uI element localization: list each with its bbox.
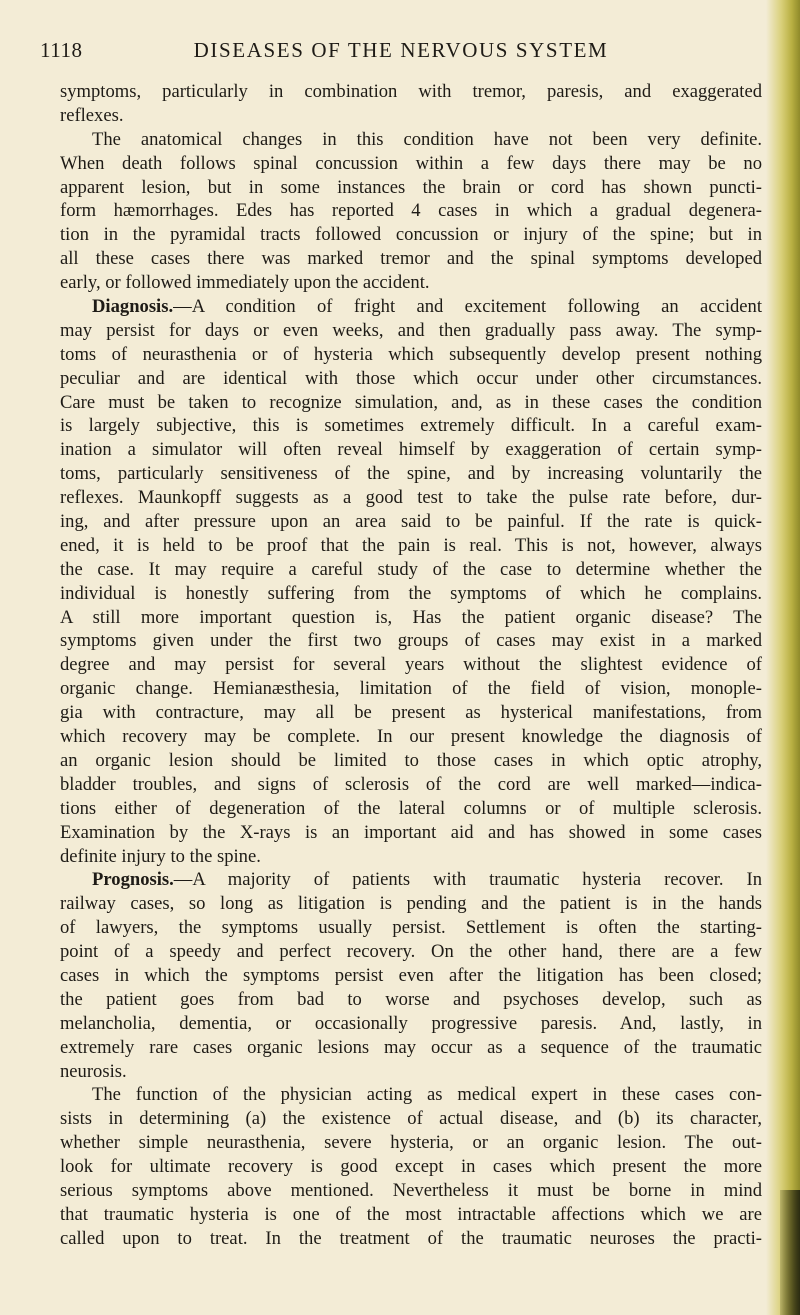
line-text: A still more important question is, Has the patient organic disease? The xyxy=(60,606,762,628)
line-text: Examination by the X-rays is an important aid and has showed in some cases xyxy=(60,821,762,843)
line-text: reflexes. Maunkopff suggests as a good test to take the pulse rate before, dur- xyxy=(60,487,762,509)
text-line xyxy=(60,701,762,725)
line-text: point of a speedy and perfect recovery. On the other hand, there are a few xyxy=(60,941,762,963)
line-text: apparent lesion, but in some instances the brain or cord has shown puncti- xyxy=(60,176,762,198)
text-line xyxy=(60,510,762,534)
line-text: toms of neurasthenia or of hysteria which subsequently develop present nothing xyxy=(60,343,762,365)
text-line xyxy=(60,606,762,630)
text-line xyxy=(60,176,762,200)
line-text: melancholia, dementia, or occasionally progressive paresis. And, lastly, in xyxy=(60,1012,762,1034)
line-text: tion in the pyramidal tracts followed concussion or injury of the spine; but in xyxy=(60,224,762,246)
line-text: The anatomical changes in this condition have not been very definite. xyxy=(92,128,762,150)
text-line xyxy=(60,558,762,582)
section-heading: Diagnosis. xyxy=(92,296,174,318)
text-line xyxy=(60,534,762,558)
text-line xyxy=(60,629,762,653)
text-line xyxy=(60,152,762,176)
line-text: form hæmorrhages. Edes has reported 4 cases in which a gradual degenera- xyxy=(60,200,762,222)
text-line xyxy=(60,1203,762,1227)
body-text xyxy=(60,80,762,1251)
text-line xyxy=(60,1083,762,1107)
text-line xyxy=(60,247,762,271)
line-text: toms, particularly sensitiveness of the spine, and by increasing voluntarily the xyxy=(60,463,762,485)
page-header xyxy=(40,38,762,68)
text-line xyxy=(60,1012,762,1036)
line-text: an organic lesion should be limited to those cases in which optic atrophy, xyxy=(60,749,762,771)
line-text: ened, it is held to be proof that the pain is real. This is not, however, always xyxy=(60,534,762,556)
line-text: bladder troubles, and signs of sclerosis of the cord are well marked—indica- xyxy=(60,773,762,795)
line-text: tions either of degeneration of the lateral columns or of multiple sclerosis. xyxy=(60,797,762,819)
text-line xyxy=(60,1227,762,1251)
text-line xyxy=(60,868,762,892)
line-text: Care must be taken to recognize simulation, and, as in these cases the condition xyxy=(60,391,762,413)
line-text: —A condition of fright and excitement following an accident xyxy=(173,296,762,318)
text-line xyxy=(60,1036,762,1060)
line-text: symptoms, particularly in combination with tremor, paresis, and exaggerated xyxy=(60,81,762,102)
line-text: early, or followed immediately upon the accident. xyxy=(60,272,430,294)
text-line xyxy=(60,438,762,462)
text-line xyxy=(60,319,762,343)
line-text: the patient goes from bad to worse and psychoses develop, such as xyxy=(60,988,762,1010)
line-text: which recovery may be complete. In our present knowledge the diagnosis of xyxy=(60,726,762,748)
text-line xyxy=(60,845,762,869)
text-line xyxy=(60,725,762,749)
line-text: degree and may persist for several years without the slightest evidence of xyxy=(60,654,762,676)
text-line xyxy=(60,653,762,677)
line-text: the case. It may require a careful study of the case to determine whether the xyxy=(60,558,762,580)
text-line xyxy=(60,773,762,797)
text-line xyxy=(60,892,762,916)
line-text: called upon to treat. In the treatment of the traumatic neuroses the practi- xyxy=(60,1227,762,1249)
line-text: gia with contracture, may all be present as hysterical manifestations, from xyxy=(60,702,762,724)
text-line xyxy=(60,749,762,773)
text-line xyxy=(60,988,762,1012)
line-text: may persist for days or even weeks, and then gradually pass away. The symp- xyxy=(60,319,762,341)
line-text: ing, and after pressure upon an area said to be painful. If the rate is quick- xyxy=(60,511,762,533)
line-text: reflexes. xyxy=(60,104,124,126)
running-head: DISEASES OF THE NERVOUS SYSTEM xyxy=(193,38,609,62)
text-line xyxy=(60,295,762,319)
line-text: organic change. Hemianæsthesia, limitation of the field of vision, monople- xyxy=(60,678,762,700)
text-line xyxy=(60,199,762,223)
line-text: railway cases, so long as litigation is pending and the patient is in the hands xyxy=(60,893,762,915)
page-number: 1118 xyxy=(40,38,83,62)
text-line xyxy=(60,104,762,128)
text-line xyxy=(60,1060,762,1084)
line-text: sists in determining (a) the existence of actual disease, and (b) its character, xyxy=(60,1108,762,1130)
text-line xyxy=(60,1107,762,1131)
line-text: extremely rare cases organic lesions may occur as a sequence of the traumatic xyxy=(60,1036,762,1058)
text-line xyxy=(60,414,762,438)
line-text: The function of the physician acting as medical expert in these cases con- xyxy=(92,1084,762,1106)
text-line xyxy=(60,964,762,988)
line-text: symptoms given under the first two groups of cases may exist in a marked xyxy=(60,630,762,652)
text-line xyxy=(60,391,762,415)
line-text: all these cases there was marked tremor and the spinal symptoms developed xyxy=(60,248,762,270)
section-heading: Prognosis. xyxy=(92,869,174,891)
text-line xyxy=(60,1179,762,1203)
text-line xyxy=(60,462,762,486)
text-line xyxy=(60,1155,762,1179)
text-line xyxy=(60,940,762,964)
line-text: look for ultimate recovery is good except in cases which present the more xyxy=(60,1156,762,1178)
text-line xyxy=(60,80,762,104)
text-line xyxy=(60,677,762,701)
line-text: When death follows spinal concussion within a few days there may be no xyxy=(60,152,762,174)
page-corner-shadow xyxy=(780,1190,800,1315)
text-line xyxy=(60,916,762,940)
line-text: individual is honestly suffering from the symptoms of which he complains. xyxy=(60,582,762,604)
text-line xyxy=(60,1131,762,1155)
line-text: cases in which the symptoms persist even after the litigation has been closed; xyxy=(60,964,762,986)
line-text: peculiar and are identical with those which occur under other circumstances. xyxy=(60,367,762,389)
text-line xyxy=(60,271,762,295)
line-text: whether simple neurasthenia, severe hysteria, or an organic lesion. The out- xyxy=(60,1132,762,1154)
line-text: definite injury to the spine. xyxy=(60,845,261,867)
text-line xyxy=(60,128,762,152)
text-line xyxy=(60,223,762,247)
page-edge-shadow xyxy=(766,0,800,1315)
line-text: neurosis. xyxy=(60,1060,127,1082)
line-text: —A majority of patients with traumatic hysteria recover. In xyxy=(173,869,762,891)
text-line xyxy=(60,821,762,845)
text-line xyxy=(60,367,762,391)
line-text: that traumatic hysteria is one of the most intractable affections which we are xyxy=(60,1203,762,1225)
line-text: of lawyers, the symptoms usually persist. Settlement is often the starting- xyxy=(60,917,762,939)
text-line xyxy=(60,343,762,367)
line-text: serious symptoms above mentioned. Nevertheless it must be borne in mind xyxy=(60,1179,762,1201)
line-text: is largely subjective, this is sometimes extremely difficult. In a careful exam- xyxy=(60,415,762,437)
line-text: ination a simulator will often reveal himself by exaggeration of certain symp- xyxy=(60,439,762,461)
text-line xyxy=(60,486,762,510)
text-line xyxy=(60,797,762,821)
text-line xyxy=(60,582,762,606)
